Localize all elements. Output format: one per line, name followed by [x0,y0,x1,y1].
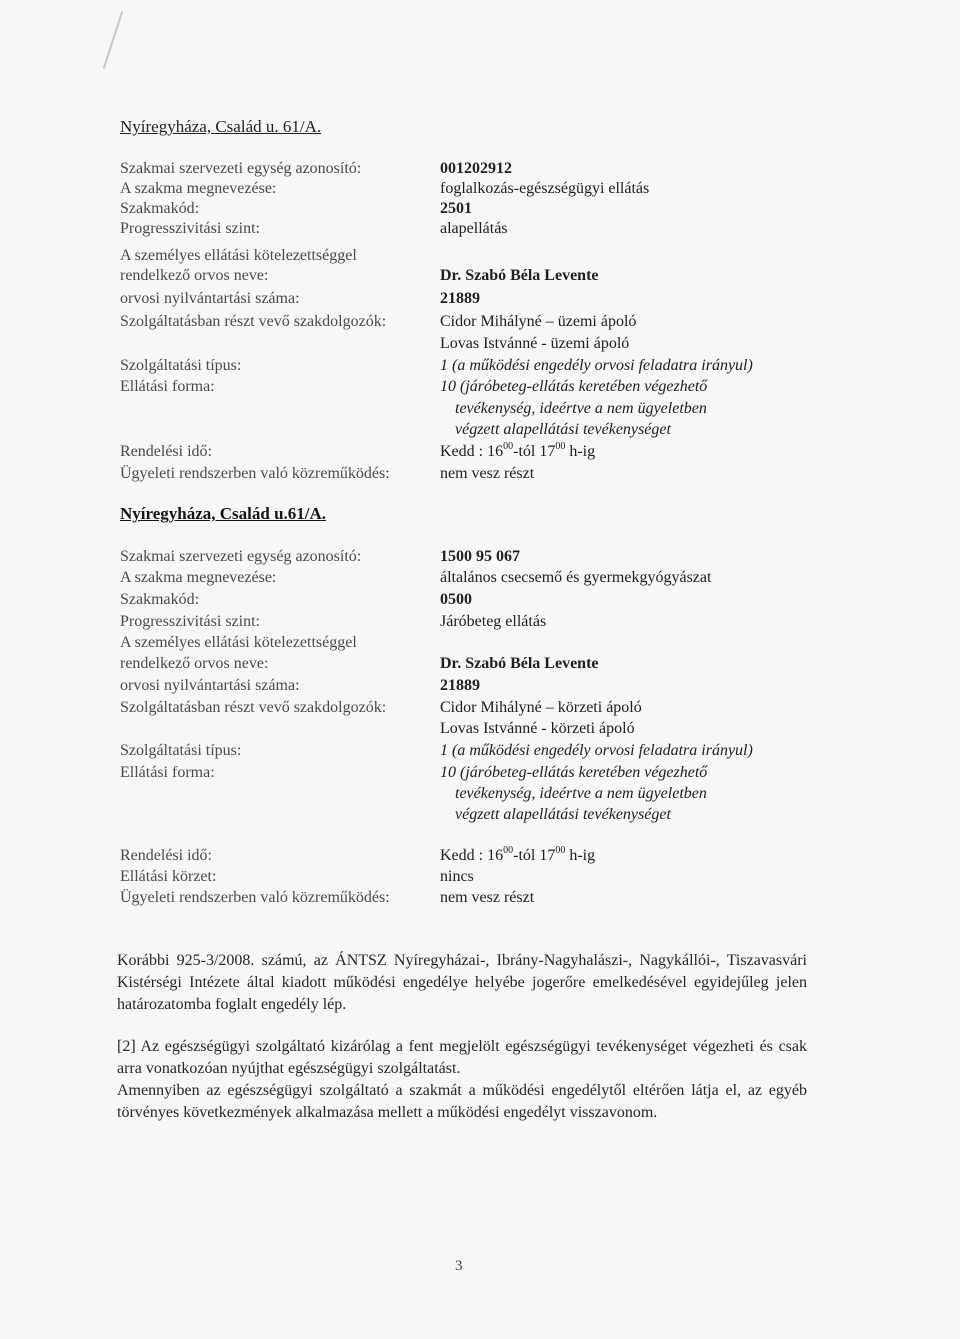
section1-heading: Nyíregyháza, Család u. 61/A. [120,117,322,136]
revocation-paragraph: Amennyiben az egészségügyi szolgáltató a szakmát a működési engedélytől eltérően látja el, az egyéb törvényes következmények alkalmazása mellett a működési engedélyt visszavonom. [117,1082,807,1121]
document-page: Nyíregyháza, Család u. 61/A. Szakmai szervezeti egység azonosító: 001202912 A szakma megnevezése: foglalkozás-egészségügyi ellátás Szakmakód: 2501 Progresszivitási szint: alapellátás A személyes ellátási kötelezettséggel rendelkező orvos neve: Dr. Szabó Béla Levente orvosi nyilvántartási száma: 21889 Szolgáltatásban részt vevő szakdolgozók: Cidor Mihályné – üzemi ápoló Lovas Istvánné - üzemi ápoló Szolgáltatási típus: 1 (a működési engedély orvosi feladatra irányul) Ellátási forma: 10 (járóbeteg-ellátás keretében végezhető tevékenység, ideértve a nem ügyeletben végzett alapellátási tevékenységet Rendelési idő: Kedd : $16^{00}$-tól $17^{00}$ h-ig Ügyeleti rendszerben való közreműködés: nem vesz részt Nyíregyháza, Család u.61/A. Szakmai szervezeti egység azonosító: 1500 95 067 A szakma megnevezése: általános csecsemő és gyermekgyógyászat Szakmakód: 0500 Progresszivitási szint: Járóbeteg ellátás A személyes ellátási kötelezettséggel rendelkező orvos neve: Dr. Szabó Béla Levente orvosi nyilvántartási száma: 21889 Szolgáltatásban részt vevő szakdolgozók: Cidor Mihályné – körzeti ápoló Lovas Istvánné - körzeti ápoló Szolgáltatási típus: 1 (a működési engedély orvosi feladatra irányul) Ellátási forma: 10 (járóbeteg-ellátás keretében végezhető tevékenység, ideértve a nem ügyeletben végzett alapellátási tevékenységet Rendelési idő: Kedd : $16^{00}$-tól $17^{00}$ h-ig Ellátási körzet: nincs Ügyeleti rendszerben való közreműködés: nem vesz részt Korábbi 925-3/2008. számú, az ÁNTSZ Nyíregyházai-, Ibrány-Nagyhalászi-, Nagykállói-, Tiszavasvári Kistérségi Intézete által kiadott működési engedélye helyébe jogerőre emelkedésével egyidejűleg jelen határozatomba foglalt engedély lép. [2] Az egészségügyi szolgáltató kizárólag a fent megjelölt egészségügyi tevékenységet végezheti és csak arra vonatkozóan nyújthat egészségügyi szolgáltatást. Amennyiben az egészségügyi szolgáltató a szakmát a működési engedélytől eltérően látja el, az egyéb törvényes következmények alkalmazása mellett a működési engedélyt visszavonom. 3 [0,0,960,1339]
restriction-paragraph: [2] Az egészségügyi szolgáltató kizárólag a fent megjelölt egészségügyi tevékenységet végezheti és csak arra vonatkozóan nyújthat egészségügyi szolgáltatást. [117,1038,807,1077]
section2-heading: Nyíregyháza, Család u.61/A. [120,504,327,523]
scan-mark [103,11,123,69]
page-number: 3 [455,1258,463,1274]
previous-license-paragraph: Korábbi 925-3/2008. számú, az ÁNTSZ Nyíregyházai-, Ibrány-Nagyhalászi-, Nagykállói-, Tiszavasvári Kistérségi Intézete által kiadott működési engedélye helyébe jogerőre emelkedésével egyidejűleg jelen határozatomba foglalt engedély lép. [117,952,807,1013]
